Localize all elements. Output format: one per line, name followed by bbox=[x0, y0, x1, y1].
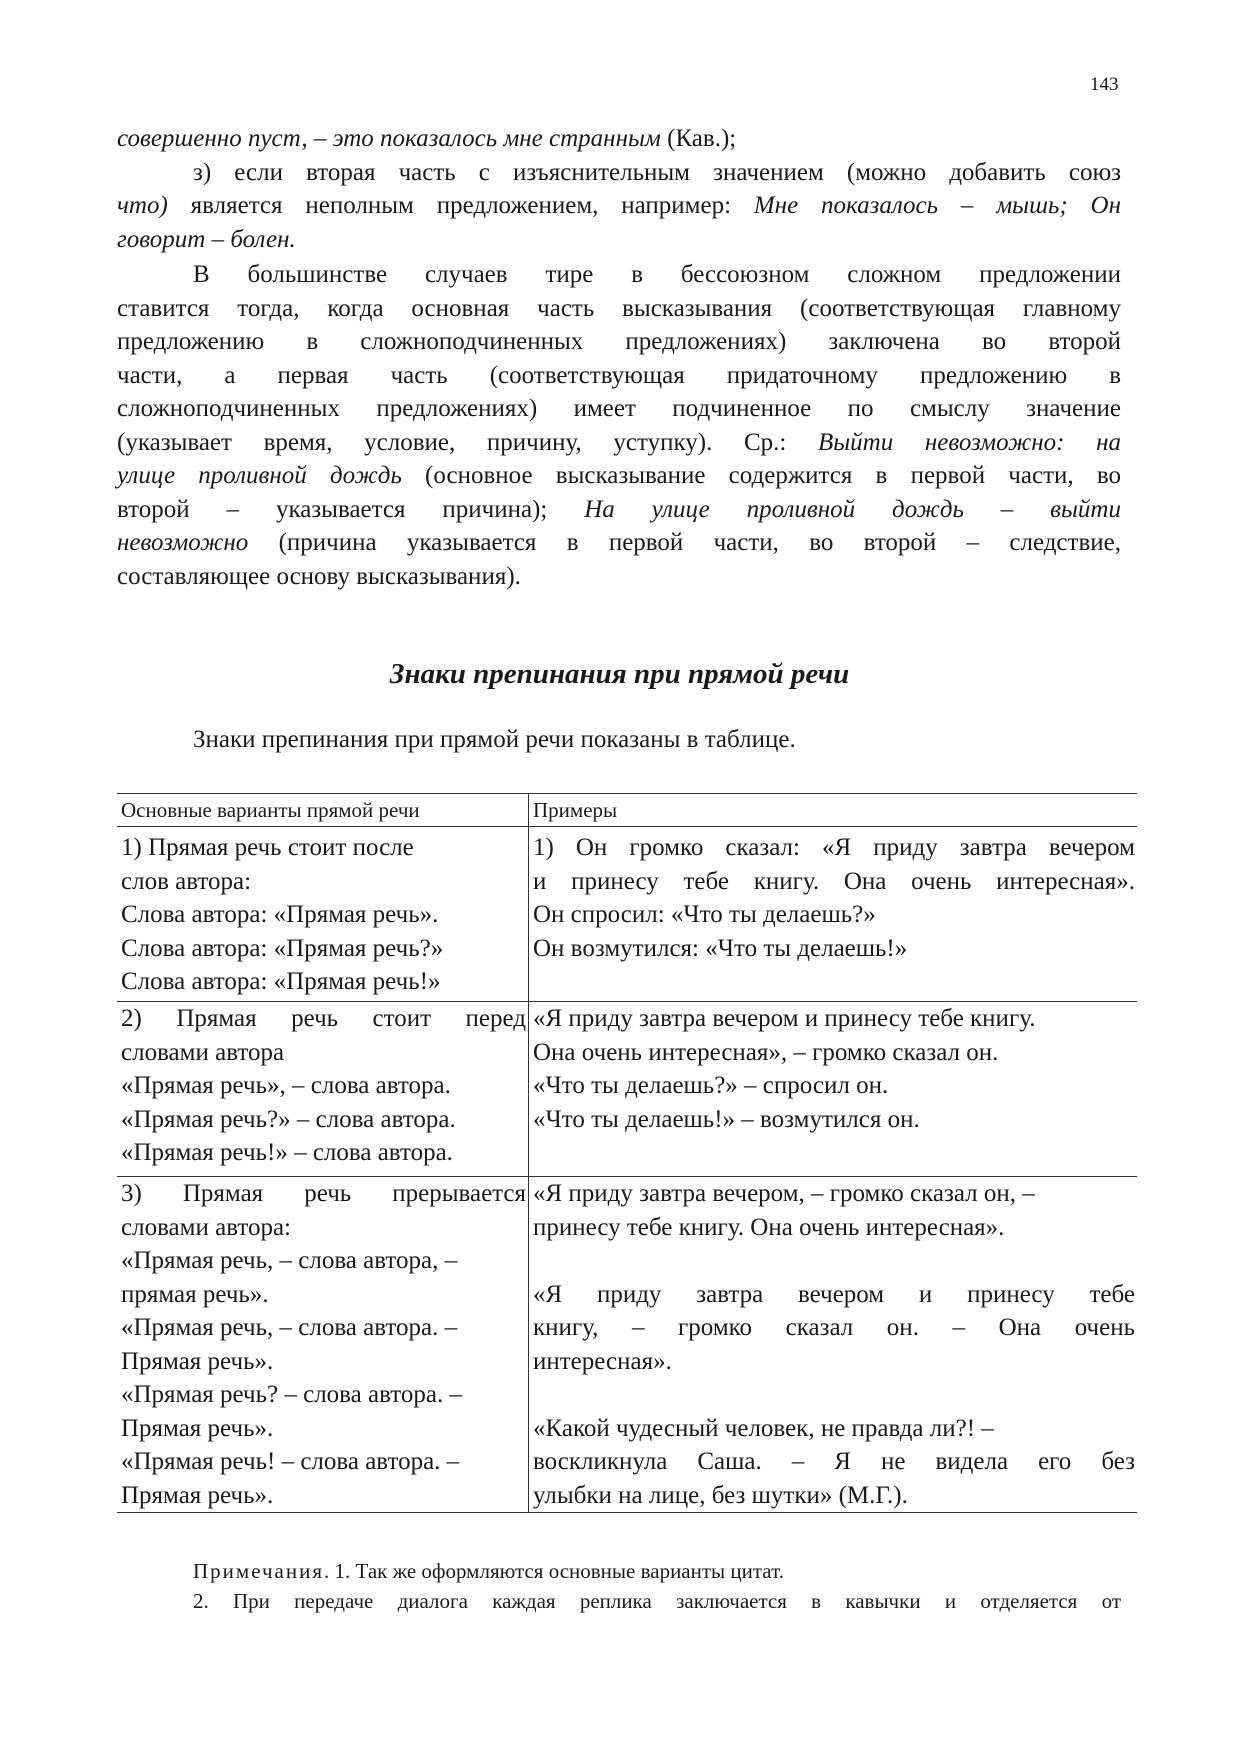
cell-line: «Я приду завтра вечером и принесу тебе книгу. bbox=[533, 1005, 1036, 1032]
cell-line: книгу, – громко сказал он. – Она очень bbox=[533, 1314, 1135, 1341]
intro-text: Знаки препинания при прямой речи показаны в таблице. bbox=[193, 726, 796, 753]
header-cell-variants: Основные варианты прямой речи bbox=[117, 794, 529, 827]
cell-line: Слова автора: «Прямая речь?» bbox=[121, 934, 444, 962]
cell-line: и принесу тебе книгу. Она очень интересная». bbox=[533, 867, 1135, 895]
variant-cell bbox=[117, 827, 529, 1002]
page-number: 143 bbox=[1090, 74, 1119, 95]
table-row bbox=[117, 827, 1137, 1002]
italic-example: невозможно bbox=[117, 529, 249, 556]
text-line: В большинстве случаев тире в бессоюзном сложном предложении bbox=[193, 261, 1121, 288]
main-paragraph bbox=[117, 258, 1121, 593]
variant-cell bbox=[117, 1177, 529, 1513]
cell-line: 3) Прямая речь прерывается bbox=[121, 1180, 526, 1207]
cell-line: «Прямая речь, – слова автора. – bbox=[121, 1314, 458, 1341]
text-line bbox=[117, 223, 1121, 257]
cell-line: «Прямая речь!» – слова автора. bbox=[121, 1139, 453, 1166]
cell-gap bbox=[533, 1244, 1135, 1278]
italic-example: Мне показалось – мышь; Он bbox=[753, 192, 1121, 219]
text-line: части, а первая часть (соответствующая придаточному предложению в bbox=[117, 361, 1121, 389]
italic-example: На улице проливной дождь – выйти bbox=[584, 495, 1121, 523]
text-line: составляющее основу высказывания). bbox=[117, 562, 521, 590]
notes-block bbox=[117, 1556, 1121, 1616]
text-span: является неполным предложением, например: bbox=[167, 192, 754, 219]
cell-line: «Прямая речь», – слова автора. bbox=[121, 1072, 451, 1099]
section-heading: Знаки препинания при прямой речи bbox=[389, 658, 850, 690]
note-line bbox=[117, 1556, 1121, 1586]
text-line bbox=[117, 493, 1121, 527]
text-line: з) если вторая часть с изъяснительным значением (можно добавить союз bbox=[193, 158, 1121, 186]
notes-label: Примечания bbox=[193, 1559, 325, 1583]
italic-example: улице проливной дождь bbox=[117, 462, 402, 489]
cell-line: «Что ты делаешь!» – возмутился он. bbox=[533, 1105, 920, 1133]
italic-example: совершенно пуст, – это показалось мне странным bbox=[117, 125, 661, 152]
cell-line: воскликнула Саша. – Я не видела его без bbox=[533, 1448, 1135, 1475]
text-line bbox=[117, 526, 1121, 560]
example-cell bbox=[529, 1002, 1138, 1177]
cell-line: «Прямая речь, – слова автора, – bbox=[121, 1247, 458, 1274]
text-line: предложению в сложноподчиненных предложениях) заключена во второй bbox=[117, 328, 1121, 355]
text-span: (основное высказывание содержится в первой части, во bbox=[401, 462, 1121, 489]
text-span: (Кав.); bbox=[660, 125, 737, 152]
cell-line: словами автора: bbox=[121, 1213, 292, 1241]
text-span: второй – указывается причина); bbox=[117, 495, 585, 523]
example-cell bbox=[529, 827, 1138, 1002]
cell-line: принесу тебе книгу. Она очень интересная». bbox=[533, 1213, 1005, 1241]
cell-line: словами автора bbox=[121, 1038, 285, 1066]
italic-conjunction: что) bbox=[117, 192, 168, 219]
cell-line: прямая речь». bbox=[121, 1280, 269, 1308]
top-text-block bbox=[117, 122, 1121, 256]
cell-line: интересная». bbox=[533, 1347, 672, 1375]
table-header-row bbox=[117, 794, 1137, 827]
cell-line: «Какой чудесный человек, не правда ли?! – bbox=[533, 1414, 994, 1442]
cell-line: «Прямая речь?» – слова автора. bbox=[121, 1105, 456, 1133]
cell-line: 2) Прямая речь стоит перед bbox=[121, 1005, 526, 1032]
cell-line: 1) Прямая речь стоит после bbox=[121, 834, 414, 861]
italic-example: Выйти невозможно: на bbox=[817, 428, 1122, 456]
text-span: (причина указывается в первой части, во второй – следствие, bbox=[248, 529, 1121, 556]
note-text: . 1. Так же оформляются основные варианты цитат. bbox=[324, 1559, 784, 1583]
cell-line: слов автора: bbox=[121, 867, 252, 895]
cell-line: «Прямая речь? – слова автора. – bbox=[121, 1381, 462, 1408]
italic-example: говорит – болен. bbox=[117, 225, 296, 253]
cell-line: Прямая речь». bbox=[121, 1414, 274, 1442]
cell-line: Она очень интересная», – громко сказал он. bbox=[533, 1038, 999, 1066]
variant-cell bbox=[117, 1002, 529, 1177]
cell-gap bbox=[533, 1378, 1135, 1412]
table-row bbox=[117, 1177, 1137, 1513]
cell-line: Прямая речь». bbox=[121, 1347, 274, 1375]
text-line: ставится тогда, когда основная часть высказывания (соответствующая главному bbox=[117, 294, 1121, 322]
cell-line: улыбки на лице, без шутки» (М.Г.). bbox=[533, 1481, 908, 1509]
text-line bbox=[117, 189, 1121, 223]
cell-line: Слова автора: «Прямая речь». bbox=[121, 901, 439, 928]
note-line: 2. При передаче диалога каждая реплика заключается в кавычки и отделяется от bbox=[193, 1589, 1121, 1613]
cell-line: Он спросил: «Что ты делаешь?» bbox=[533, 901, 876, 928]
cell-line: «Я приду завтра вечером и принесу тебе bbox=[533, 1280, 1135, 1308]
text-line bbox=[117, 426, 1121, 460]
text-line: сложноподчиненных предложениях) имеет подчиненное по смыслу значение bbox=[117, 395, 1121, 422]
table-row bbox=[117, 1002, 1137, 1177]
text-line bbox=[117, 459, 1121, 493]
cell-line: «Прямая речь! – слова автора. – bbox=[121, 1448, 460, 1475]
text-line bbox=[117, 122, 1121, 156]
example-cell bbox=[529, 1177, 1138, 1513]
cell-line: Он возмутился: «Что ты делаешь!» bbox=[533, 934, 908, 962]
text-span: (указывает время, условие, причину, уступку). Ср.: bbox=[117, 428, 818, 456]
cell-line: Слова автора: «Прямая речь!» bbox=[121, 968, 441, 995]
punctuation-table bbox=[117, 793, 1137, 1513]
cell-line: Прямая речь». bbox=[121, 1481, 274, 1509]
cell-line: «Я приду завтра вечером, – громко сказал он, – bbox=[533, 1180, 1035, 1207]
header-cell-examples: Примеры bbox=[529, 794, 1138, 827]
cell-line: «Что ты делаешь?» – спросил он. bbox=[533, 1072, 889, 1099]
cell-line: 1) Он громко сказал: «Я приду завтра вечером bbox=[533, 834, 1135, 861]
